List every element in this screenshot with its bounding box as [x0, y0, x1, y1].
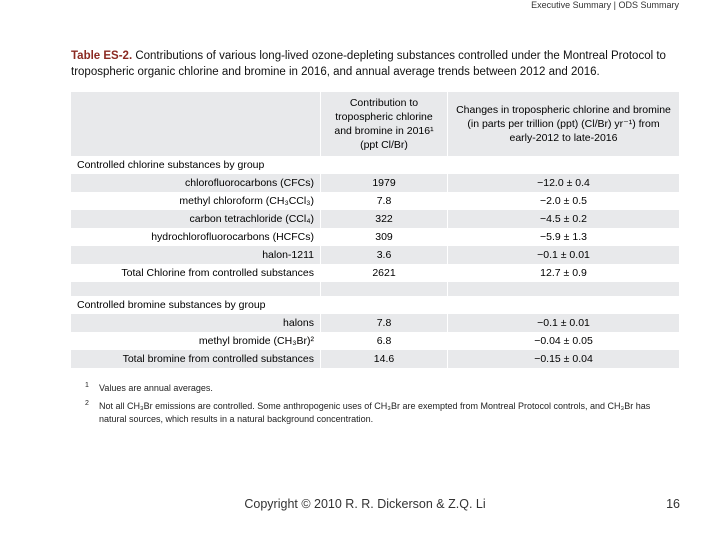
contribution-value: 1979	[321, 174, 448, 192]
footnote-text: Values are annual averages.	[99, 383, 213, 393]
trend-value: −0.1 ± 0.01	[448, 314, 680, 332]
trend-value: −5.9 ± 1.3	[448, 228, 680, 246]
table-row	[71, 192, 679, 210]
footnote	[85, 382, 675, 395]
bromine-group-label: Controlled bromine substances by group	[71, 296, 679, 314]
table-row	[71, 210, 679, 228]
table-caption-label: Table ES-2.	[71, 50, 133, 62]
table-row	[71, 246, 679, 264]
header-trend: Changes in tropospheric chlorine and bromine (in parts per trillion (ppt) (Cl/Br) yr⁻¹) from early-2012 to late-2016	[448, 92, 680, 156]
copyright-text: Copyright © 2010 R. R. Dickerson & Z.Q. Li	[244, 497, 486, 511]
running-head: Executive Summary | ODS Summary	[531, 0, 679, 10]
header-contribution: Contribution to tropospheric chlorine and bromine in 2016¹ (ppt Cl/Br)	[321, 92, 448, 156]
contribution-value: 309	[321, 228, 448, 246]
ods-table	[71, 92, 679, 368]
total-label: Total Chlorine from controlled substances	[71, 264, 321, 282]
substance-name: halons	[71, 314, 321, 332]
table-caption	[71, 48, 679, 80]
trend-value: −0.04 ± 0.05	[448, 332, 680, 350]
substance-name: chlorofluorocarbons (CFCs)	[71, 174, 321, 192]
chlorine-group-row	[71, 156, 679, 174]
chlorine-total-row	[71, 264, 679, 282]
footnote	[85, 400, 675, 426]
contribution-value: 7.8	[321, 314, 448, 332]
footnotes	[85, 382, 675, 428]
total-trend: 12.7 ± 0.9	[448, 264, 680, 282]
chlorine-group-label: Controlled chlorine substances by group	[71, 156, 679, 174]
total-contribution: 14.6	[321, 350, 448, 368]
page-number: 16	[666, 497, 680, 511]
trend-value: −2.0 ± 0.5	[448, 192, 680, 210]
trend-value: −0.1 ± 0.01	[448, 246, 680, 264]
substance-name: methyl bromide (CH₃Br)²	[71, 332, 321, 350]
header-blank-cell	[71, 92, 321, 156]
table-image	[71, 0, 679, 428]
table-caption-text: Contributions of various long-lived ozone-depleting substances controlled under the Montreal Protocol to tropospheric organic chlorine and bromine in 2016, and annual average trends between 2012 and 2016.	[71, 50, 666, 78]
substance-name: halon-1211	[71, 246, 321, 264]
table-row	[71, 228, 679, 246]
bromine-group-row	[71, 296, 679, 314]
contribution-value: 7.8	[321, 192, 448, 210]
contribution-value: 322	[321, 210, 448, 228]
table-header-row	[71, 92, 679, 156]
substance-name: hydrochlorofluorocarbons (HCFCs)	[71, 228, 321, 246]
table-row	[71, 332, 679, 350]
footnote-mark: 2	[85, 400, 89, 407]
table-row	[71, 314, 679, 332]
contribution-value: 3.6	[321, 246, 448, 264]
trend-value: −4.5 ± 0.2	[448, 210, 680, 228]
footnote-mark: 1	[85, 382, 89, 389]
contribution-value: 6.8	[321, 332, 448, 350]
spacer-row	[71, 282, 679, 296]
bromine-total-row	[71, 350, 679, 368]
table-row	[71, 174, 679, 192]
substance-name: carbon tetrachloride (CCl₄)	[71, 210, 321, 228]
trend-value: −12.0 ± 0.4	[448, 174, 680, 192]
total-label: Total bromine from controlled substances	[71, 350, 321, 368]
substance-name: methyl chloroform (CH₃CCl₃)	[71, 192, 321, 210]
total-trend: −0.15 ± 0.04	[448, 350, 680, 368]
footnote-text: Not all CH₃Br emissions are controlled. Some anthropogenic uses of CH₃Br are exempted from Montreal Protocol controls, and CH₃Br has natural sources, which results in a natural background concentration.	[99, 401, 651, 424]
total-contribution: 2621	[321, 264, 448, 282]
